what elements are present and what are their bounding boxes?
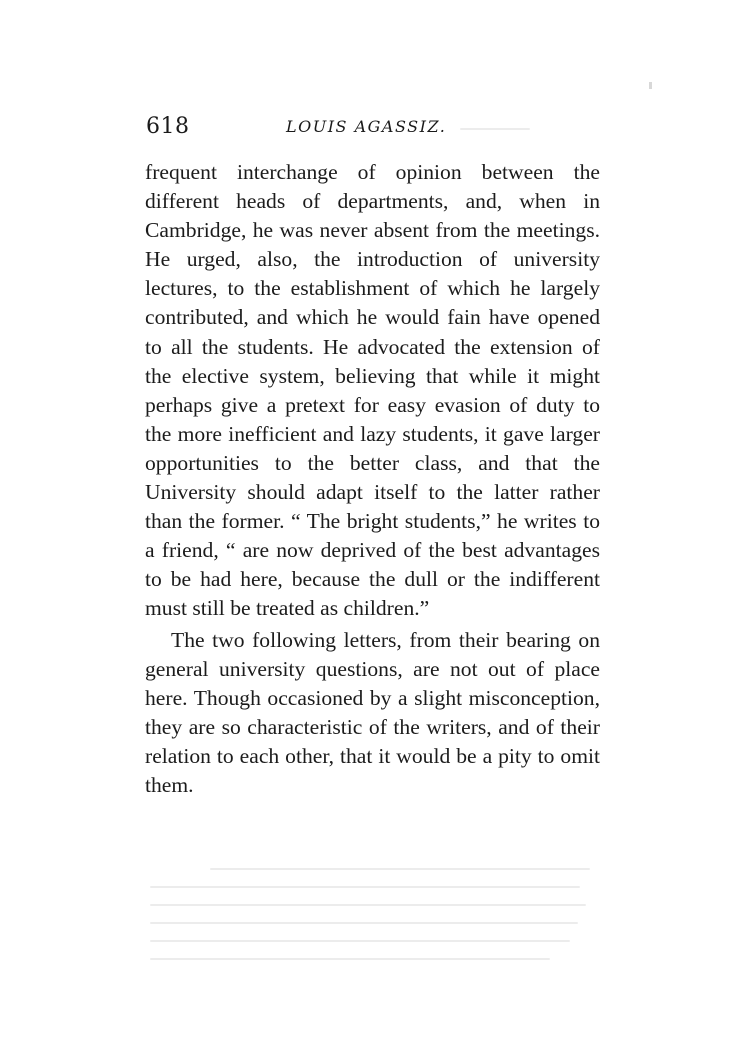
bleed-through-mark (150, 886, 580, 888)
running-title: LOUIS AGASSIZ. (286, 117, 447, 136)
bleed-through-mark (150, 958, 550, 960)
bleed-through-mark (150, 922, 578, 924)
paragraph-continuation: frequent interchange of opinion between the different heads of departments, and, when in Cambridge, he was never absent from the meetings. He urged, also, the introduction of university lectures, to the establishment of which he largely contributed, and which he would fain have opened to all the students. He advocated the extension of the elective system, believing that while it might perhaps give a pretext for easy evasion of duty to the more inefficient and lazy students, it gave larger opportunities to the better class, and that the University should adapt itself to the latter rather than the former. “ The bright students,” he writes to a friend, “ are now deprived of the best advantages to be had here, because the dull or the indifferent must still be treated as children.” (145, 160, 600, 621)
body-text (145, 158, 600, 800)
paragraph-letters-intro: The two following letters, from their bearing on general university questions, are not out of place here. Though occasioned by a slight misconception, they are so characteristic of the writers, and of their relation to each other, that it would be a pity to omit them. (145, 627, 600, 797)
bleed-through-mark (210, 868, 590, 870)
page-number: 618 (146, 114, 190, 139)
running-head (146, 114, 600, 148)
bleed-through-mark (150, 940, 570, 942)
page-edge-mark (649, 82, 652, 89)
bleed-through-mark (150, 904, 586, 906)
